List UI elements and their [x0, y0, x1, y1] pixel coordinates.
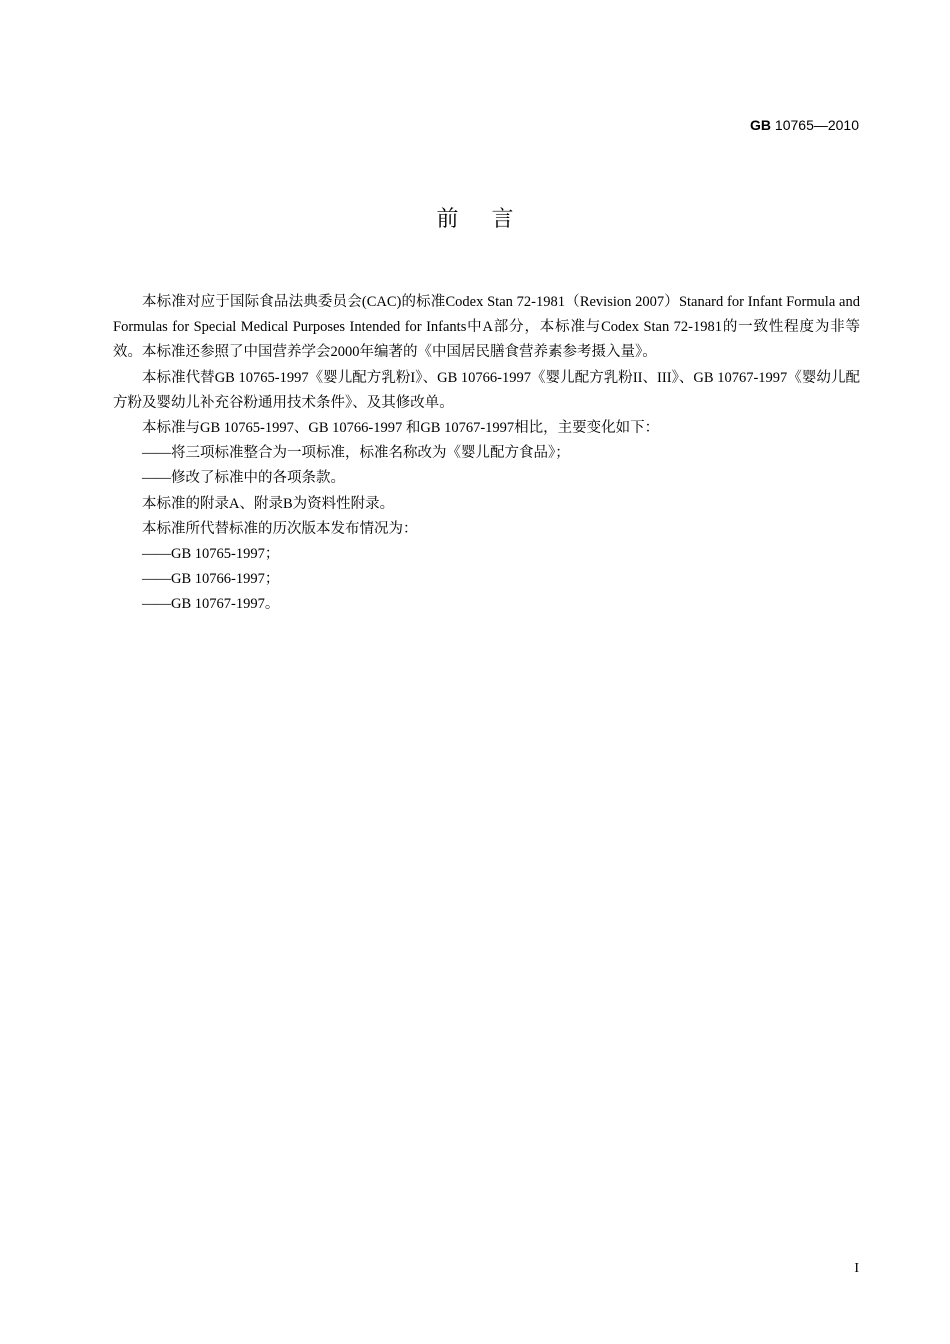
list-item-history: ——GB 10766-1997； — [142, 571, 280, 588]
paragraph-appendix: 本标准的附录A、附录B为资料性附录。 — [142, 495, 395, 512]
standard-prefix: GB — [750, 117, 772, 133]
page-title: 前言 — [436, 207, 547, 232]
paragraph-replaces: 本标准代替GB 10765-1997《婴儿配方乳粉I》、GB 10766-1997《婴儿配方乳粉II、III》、GB 10767-1997《婴幼儿配方粉及婴幼儿补充谷粉通用技术条件》、及其修改单。 — [113, 369, 860, 411]
foreword-body — [113, 290, 860, 618]
paragraph-history-intro: 本标准所代替标准的历次版本发布情况为： — [142, 520, 418, 537]
list-item-history: ——GB 10767-1997。 — [142, 596, 280, 613]
standard-code: 10765—2010 — [771, 117, 859, 133]
list-item-change: ——将三项标准整合为一项标准，标准名称改为《婴儿配方食品》； — [142, 445, 570, 462]
standard-number — [750, 116, 859, 134]
list-item-change: ——修改了标准中的各项条款。 — [142, 470, 345, 487]
page-number: I — [854, 1261, 859, 1276]
list-item-history: ——GB 10765-1997； — [142, 546, 280, 563]
paragraph-changes-intro: 本标准与GB 10765-1997、GB 10766-1997 和GB 10767-1997相比，主要变化如下： — [142, 420, 660, 437]
paragraph-correspondence: 本标准对应于国际食品法典委员会(CAC)的标准Codex Stan 72-1981（Revision 2007）Stanard for Infant Formula and Formulas for Special Medical Purposes Intended for Infants中A部分，本标准与Codex Stan 72-1981的一致性程度为非等效。本标准还参照了中国营养学会2000年编著的《中国居民膳食营养素参考摄入量》。 — [113, 294, 860, 361]
